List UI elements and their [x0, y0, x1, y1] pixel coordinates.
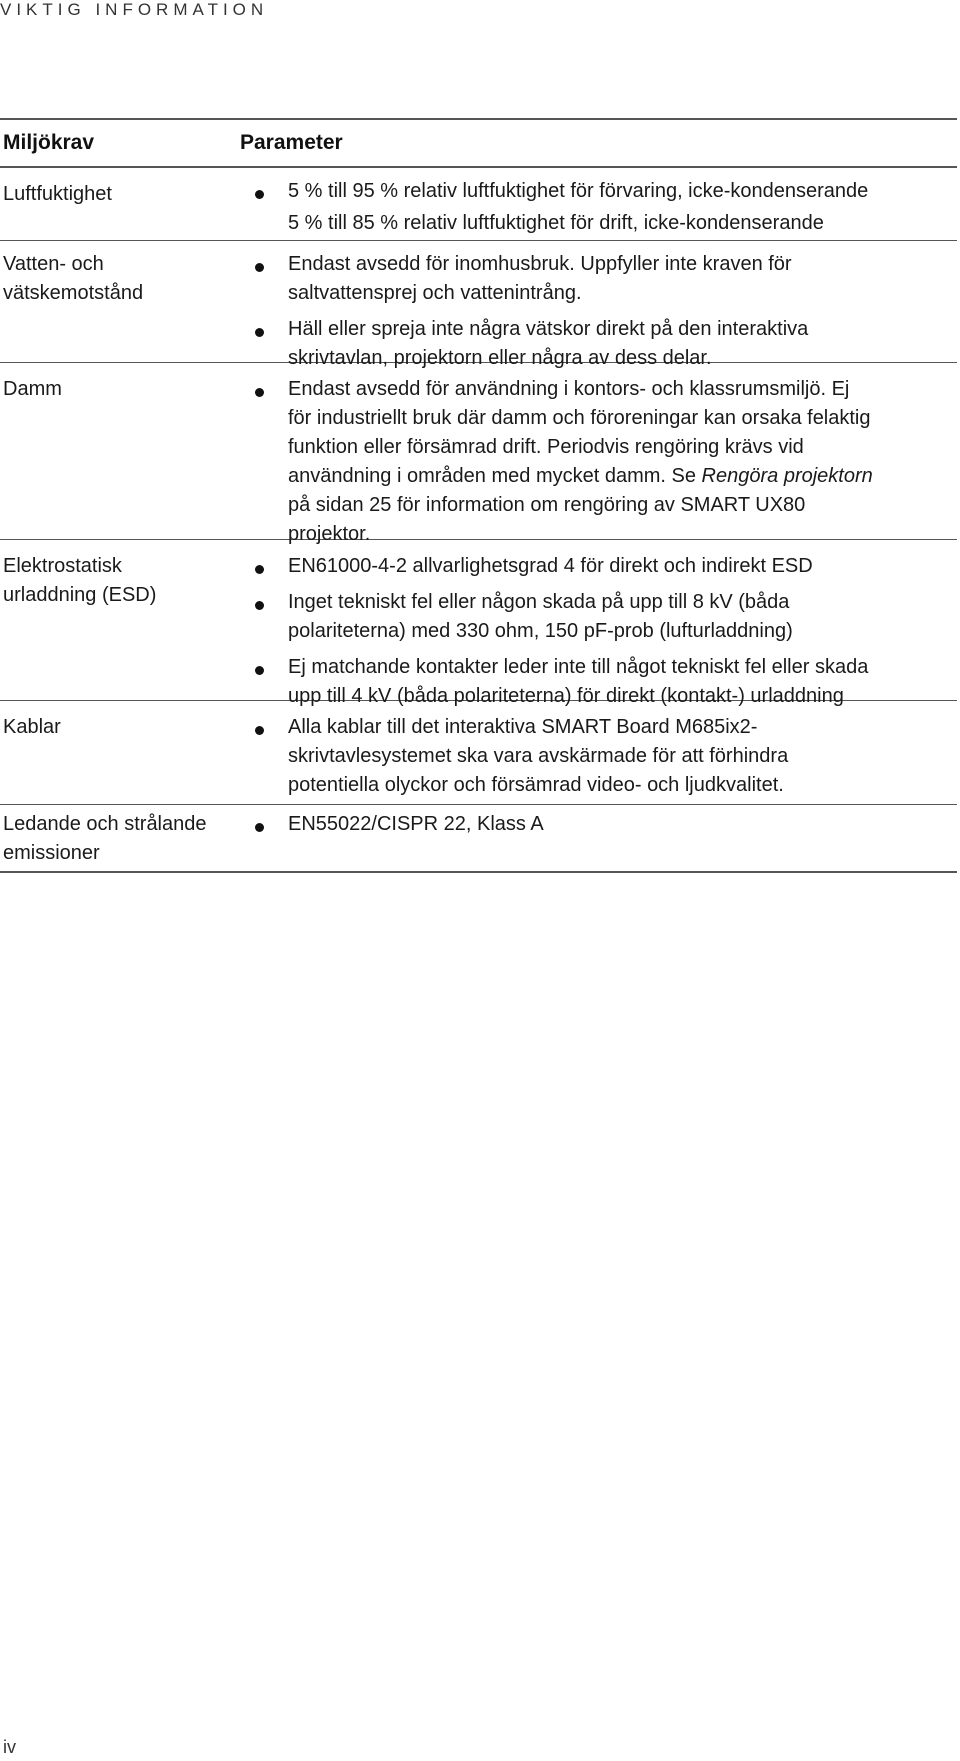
table-row-esd: [0, 540, 957, 707]
table-header: [0, 120, 957, 168]
list-item: Endast avsedd för inomhusbruk. Uppfyller inte kraven för saltvattensprej och vattenintrång.: [240, 250, 957, 308]
list-item: Endast avsedd för användning i kontors- och klassrumsmiljö. Ej för industriellt bruk där damm och föroreningar kan orsaka felaktig funktion eller försämrad drift. Periodvis rengöring krävs vid användning i områden med mycket damm. Se Rengöra projektorn på sidan 25 för information om rengöring av SMART UX80 projektor.: [240, 375, 957, 549]
row-label: Ledande och strålande emissioner: [3, 813, 207, 864]
table-row-cables: [0, 701, 957, 805]
row-label: Vatten- och vätskemotstånd: [3, 253, 144, 304]
bullet-icon: [255, 263, 264, 272]
row-label: Elektrostatisk urladdning (ESD): [3, 555, 157, 606]
bullet-icon: [255, 190, 264, 199]
running-header: VIKTIG INFORMATION: [0, 0, 269, 19]
row-label: Luftfuktighet: [3, 183, 112, 205]
environment-spec-table: [0, 118, 957, 873]
list-item: Alla kablar till det interaktiva SMART Board M685ix2- skrivtavlesystemet ska vara avskärmade för att förhindra potentiella olyckor och försämrad video- och ljudkvalitet.: [240, 713, 957, 800]
cross-reference-link[interactable]: Rengöra projektorn: [701, 465, 873, 487]
row-label: Kablar: [3, 716, 61, 738]
table-row-dust: [0, 363, 957, 545]
column-header-parameter: Parameter: [240, 131, 343, 154]
column-header-environment: Miljökrav: [3, 131, 95, 154]
bullet-icon: [255, 601, 264, 610]
table-row-water-resistance: [0, 241, 957, 369]
bullet-icon: [255, 328, 264, 337]
list-item: Ej matchande kontakter leder inte till något tekniskt fel eller skada upp till 4 kV (båda polariteterna) för direkt (kontakt-) urladdning: [240, 653, 957, 711]
bullet-icon: [255, 565, 264, 574]
bullet-icon: [255, 823, 264, 832]
page-number: iv: [3, 1737, 16, 1757]
list-item: 5 % till 95 % relativ luftfuktighet för förvaring, icke-kondenserande 5 % till 85 % relativ luftfuktighet för drift, icke-kondenserande: [240, 177, 957, 238]
list-item: EN55022/CISPR 22, Klass A: [240, 810, 957, 839]
row-label: Damm: [3, 378, 62, 400]
bullet-icon: [255, 726, 264, 735]
bullet-icon: [255, 388, 264, 397]
bullet-icon: [255, 666, 264, 675]
table-row-humidity: [0, 168, 957, 241]
list-item: Häll eller spreja inte några vätskor direkt på den interaktiva skrivtavlan, projektorn eller några av dess delar.: [240, 315, 957, 373]
list-item: EN61000-4-2 allvarlighetsgrad 4 för direkt och indirekt ESD: [240, 552, 957, 581]
list-item: Inget tekniskt fel eller någon skada på upp till 8 kV (båda polariteterna) med 330 ohm, 150 pF-prob (lufturladdning): [240, 588, 957, 646]
table-row-emissions: [0, 805, 957, 873]
